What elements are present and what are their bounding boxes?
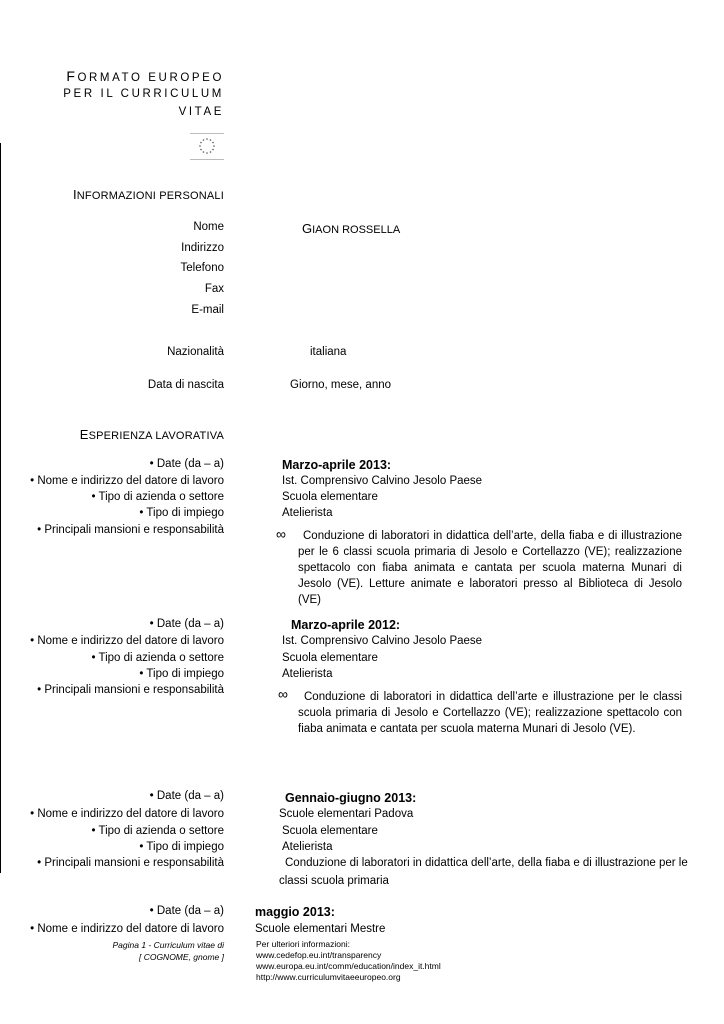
label-employer: • Nome e indirizzo del datore di lavoro xyxy=(30,923,224,935)
label-telefono: Telefono xyxy=(180,262,224,274)
footer-link[interactable]: www.cedefop.eu.int/transparency xyxy=(256,950,382,960)
value-data-nascita: Giorno, mese, anno xyxy=(290,379,392,391)
label-nome: Nome xyxy=(193,221,224,233)
entry-job: Atelierista xyxy=(282,507,333,519)
entry-duties-line-1: Conduzione di laboratori in didattica dell’arte, della fiaba e di illustrazione per le xyxy=(285,857,688,869)
eu-stars-icon xyxy=(190,134,224,159)
left-margin-rule xyxy=(0,143,1,873)
entry-employer: Ist. Comprensivo Calvino Jesolo Paese xyxy=(282,635,483,647)
label-fax: Fax xyxy=(204,283,224,295)
footer-link[interactable]: http://www.curriculumvitaeeuropeo.org xyxy=(256,972,401,982)
label-date: • Date (da – a) xyxy=(149,790,224,802)
footer-links xyxy=(256,939,441,983)
label-sector: • Tipo di azienda o settore xyxy=(91,652,224,664)
entry-date: Marzo-aprile 2012: xyxy=(291,618,401,632)
footer-page-info xyxy=(113,939,225,963)
label-employer: • Nome e indirizzo del datore di lavoro xyxy=(30,475,224,487)
cv-title-line-1: FORMATO EUROPEO xyxy=(66,68,224,84)
value-nazionalita: italiana xyxy=(310,346,347,358)
label-nazionalita: Nazionalità xyxy=(167,346,224,358)
cv-title-line-2: PER IL CURRICULUM xyxy=(63,88,224,100)
entry-employer: Ist. Comprensivo Calvino Jesolo Paese xyxy=(282,475,483,487)
entry-date: Gennaio-giugno 2013: xyxy=(285,791,417,805)
entry-sector: Scuola elementare xyxy=(282,652,378,664)
section-work-experience: ESPERIENZA LAVORATIVA xyxy=(79,427,224,442)
cv-title-line-3: VITAE xyxy=(178,106,224,118)
entry-duties: Conduzione di laboratori in didattica dell’arte e illustrazione per le classi scuola primaria di Jesolo e Cortellazzo (VE); realizzazione spettacolo con fiaba animata e cantata per scuola materna Munari di Jesolo (VE). xyxy=(298,691,682,735)
entry-job: Atelierista xyxy=(282,668,333,680)
label-sector: • Tipo di azienda o settore xyxy=(91,825,224,837)
label-job: • Tipo di impiego xyxy=(139,668,224,680)
label-date: • Date (da – a) xyxy=(149,618,224,630)
entry-date: Marzo-aprile 2013: xyxy=(282,458,392,472)
eu-flag-logo xyxy=(190,133,224,160)
entry-sector: Scuola elementare xyxy=(282,825,378,837)
section-personal-info: INFORMAZIONI PERSONALI xyxy=(72,187,224,202)
label-employer: • Nome e indirizzo del datore di lavoro xyxy=(30,808,224,820)
label-sector: • Tipo di azienda o settore xyxy=(91,491,224,503)
value-nome: GIAON ROSSELLA xyxy=(302,221,401,236)
label-data-nascita: Data di nascita xyxy=(147,379,224,391)
entry-date: maggio 2013: xyxy=(255,905,335,919)
footer-page-line: Pagina 1 - Curriculum vitae di xyxy=(112,940,224,950)
label-job: • Tipo di impiego xyxy=(139,507,224,519)
entry-employer: Scuole elementari Padova xyxy=(279,808,414,820)
footer-link[interactable]: www.europa.eu.int/comm/education/index_it.html xyxy=(256,961,441,971)
label-date: • Date (da – a) xyxy=(149,458,224,470)
entry-sector: Scuola elementare xyxy=(282,491,378,503)
footer-info-label: Per ulteriori informazioni: xyxy=(256,939,351,949)
entry-duties: Conduzione di laboratori in didattica dell’arte, della fiaba e di illustrazione per le 6 classi scuola primaria di Jesolo e Cortellazzo (VE); realizzazione spettacolo con fiaba animata e cantata per scuola materna Munari di Jesolo (VE). Letture animate e laboratori presso al Biblioteca di Jesolo (VE) xyxy=(298,530,682,606)
entry-duties-line-2: classi scuola primaria xyxy=(279,875,389,887)
footer-name-line: [ COGNOME, gnome ] xyxy=(138,952,224,962)
label-email: E-mail xyxy=(191,304,224,316)
label-duties: • Principali mansioni e responsabilità xyxy=(37,684,224,696)
label-indirizzo: Indirizzo xyxy=(181,242,224,254)
entry-job: Atelierista xyxy=(282,841,333,853)
entry-employer: Scuole elementari Mestre xyxy=(255,923,386,935)
label-duties: • Principali mansioni e responsabilità xyxy=(37,524,224,536)
label-date: • Date (da – a) xyxy=(149,905,224,917)
label-employer: • Nome e indirizzo del datore di lavoro xyxy=(30,635,224,647)
infinity-bullet-icon: ∞ xyxy=(276,526,286,542)
label-job: • Tipo di impiego xyxy=(139,841,224,853)
label-duties: • Principali mansioni e responsabilità xyxy=(37,857,224,869)
infinity-bullet-icon: ∞ xyxy=(278,686,288,702)
